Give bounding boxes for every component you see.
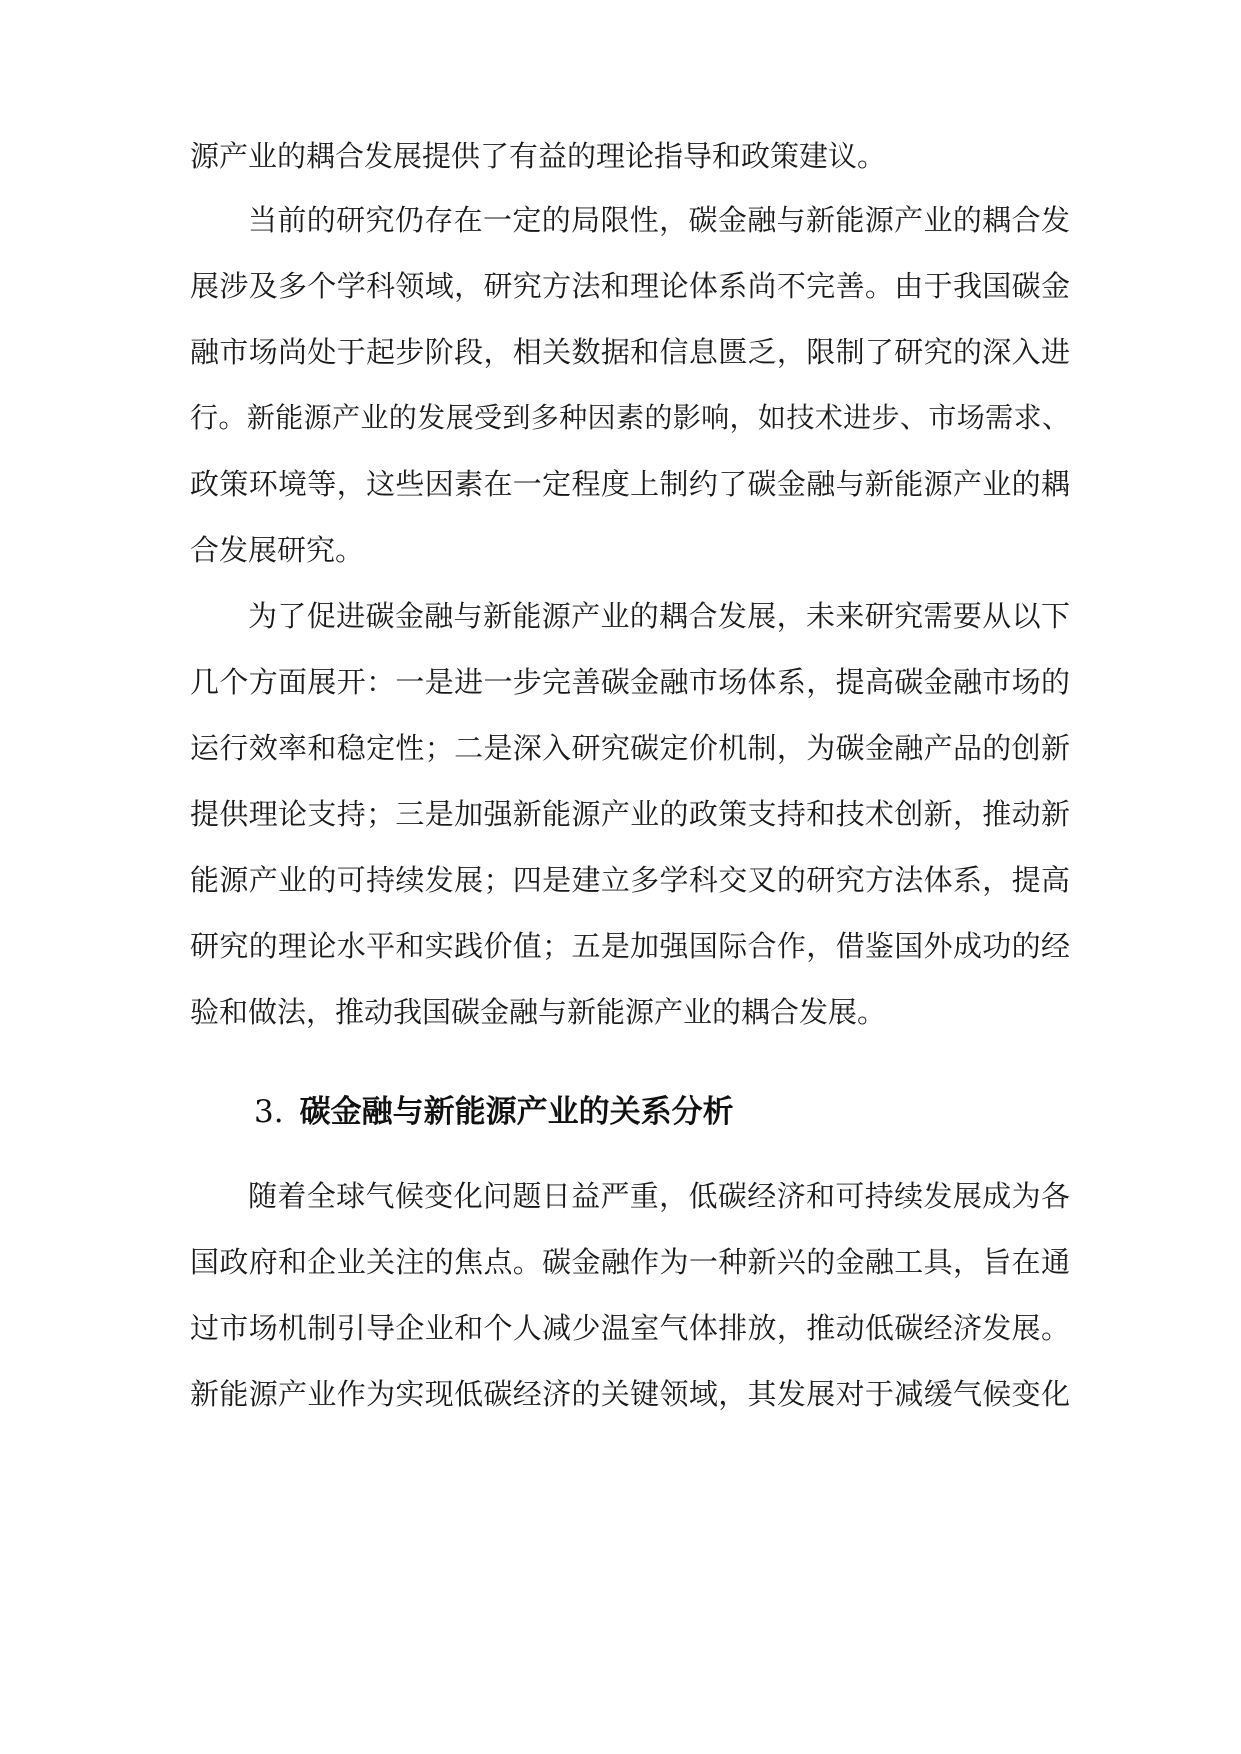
paragraph-1-line-1: 源产业的耦合发展提供了有益的理论指导和政策建议。 [190,139,887,173]
paragraph-2-line-4: 行。新能源产业的发展受到多种因素的影响，如技术进步、市场需求、 [190,401,1070,434]
paragraph-2-line-2: 展涉及多个学科领域，研究方法和理论体系尚不完善。由于我国碳金 [190,269,1070,303]
paragraph-3-line-7: 验和做法，推动我国碳金融与新能源产业的耦合发展。 [190,995,887,1029]
paragraph-3-line-6: 研究的理论水平和实践价值；五是加强国际合作，借鉴国外成功的经 [190,929,1070,963]
section-paragraph-line-1: 随着全球气候变化问题日益严重，低碳经济和可持续发展成为各 [248,1179,1070,1213]
section-paragraph-line-4: 新能源产业作为实现低碳经济的关键领域，其发展对于减缓气候变化 [190,1377,1070,1411]
section-paragraph-line-2: 国政府和企业关注的焦点。碳金融作为一种新兴的金融工具，旨在通 [190,1245,1070,1279]
section-heading [254,1090,734,1134]
paragraph-3-line-3: 运行效率和稳定性；二是深入研究碳定价机制，为碳金融产品的创新 [190,731,1070,765]
paragraph-3-line-1: 为了促进碳金融与新能源产业的耦合发展，未来研究需要从以下 [248,599,1070,633]
paragraph-2-line-3: 融市场尚处于起步阶段，相关数据和信息匮乏，限制了研究的深入进 [190,335,1070,369]
paragraph-2-line-6: 合发展研究。 [190,533,365,567]
paragraph-3-line-2: 几个方面展开：一是进一步完善碳金融市场体系，提高碳金融市场的 [190,665,1070,699]
paragraph-3-line-4: 提供理论支持；三是加强新能源产业的政策支持和技术创新，推动新 [190,797,1070,831]
section-paragraph-line-3: 过市场机制引导企业和个人减少温室气体排放，推动低碳经济发展。 [190,1311,1070,1345]
section-number: 3. [254,1094,284,1130]
section-title: 碳金融与新能源产业的关系分析 [299,1094,734,1130]
paragraph-2-line-5: 政策环境等，这些因素在一定程度上制约了碳金融与新能源产业的耦 [190,467,1070,501]
paragraph-2-line-1: 当前的研究仍存在一定的局限性，碳金融与新能源产业的耦合发 [248,203,1070,237]
paragraph-3-line-5: 能源产业的可持续发展；四是建立多学科交叉的研究方法体系，提高 [190,863,1070,897]
